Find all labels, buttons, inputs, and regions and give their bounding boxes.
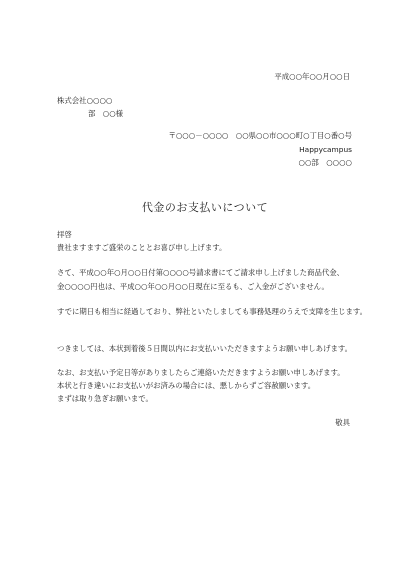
body-line-4: すでに期日も相当に経過しており、弊社といたしましても事務処理のうえで支障を生じます。: [57, 307, 368, 316]
sender-person: ○○部 ○○○○: [298, 158, 352, 167]
body-line-2: さて、平成○○年○月○○日付第○○○○号請求書にてご請求申し上げました商品代金、: [57, 268, 345, 277]
body-line-3: 金○○○○円也は、平成○○年○○月○○日現在に至るも、ご入金がございません。: [57, 282, 329, 291]
opening-salutation: 拝啓: [57, 230, 72, 239]
body-line-5: つきましては、本状到着後５日間以内にお支払いいただきますようお願い申しあげます。: [57, 344, 353, 353]
recipient-company: 株式会社○○○○: [57, 96, 113, 105]
body-line-8: まずは取り急ぎお願いまで。: [57, 394, 153, 403]
sender-company: Happycampus: [299, 145, 352, 154]
letter-date: 平成○○年○○月○○日: [274, 72, 350, 81]
closing-salutation: 敬具: [335, 418, 350, 427]
body-line-1: 貴社ますますご盛栄のこととお喜び申し上げます。: [57, 243, 227, 252]
letter-title: 代金のお支払いについて: [141, 201, 269, 214]
body-line-6: なお、お支払い予定日等がありましたらご連絡いただきますようお願い申しあげます。: [57, 368, 345, 377]
sender-address: 〒○○○－○○○○ ○○県○○市○○○町○丁目○番○号: [168, 131, 352, 140]
body-line-7: 本状と行き違いにお支払いがお済みの場合には、悪しからずご容赦願います。: [57, 381, 316, 390]
recipient-person: 部 ○○様: [88, 109, 124, 118]
